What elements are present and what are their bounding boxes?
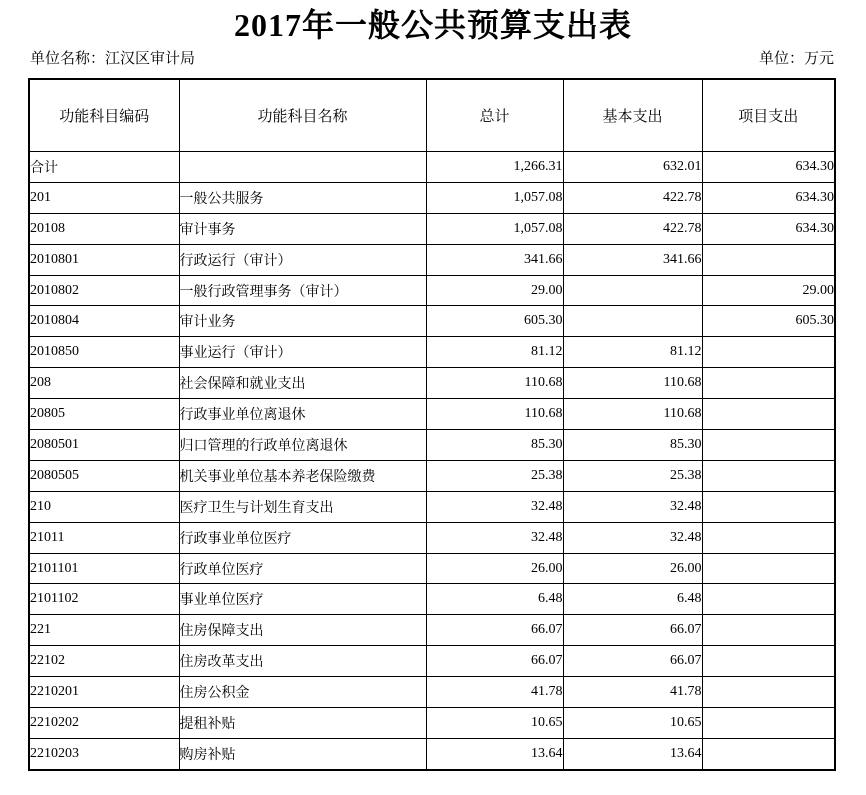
cell-project-expense: 634.30 [702, 182, 835, 213]
cell-function-name: 购房补贴 [179, 738, 426, 769]
unit-name-value: 江汉区审计局 [105, 51, 196, 67]
cell-function-name: 归口管理的行政单位离退休 [179, 430, 426, 461]
cell-basic-expense [563, 306, 702, 337]
cell-function-code: 合计 [29, 152, 179, 183]
cell-project-expense [702, 584, 835, 615]
page-title: 2017年一般公共预算支出表 [233, 7, 632, 43]
cell-basic-expense: 6.48 [563, 584, 702, 615]
cell-function-code: 20805 [29, 399, 179, 430]
cell-basic-expense: 25.38 [563, 460, 702, 491]
cell-function-code: 2080501 [29, 430, 179, 461]
cell-project-expense [702, 677, 835, 708]
budget-table [28, 78, 836, 771]
cell-function-code: 2080505 [29, 460, 179, 491]
cell-total: 10.65 [426, 708, 563, 739]
cell-total: 81.12 [426, 337, 563, 368]
cell-project-expense [702, 646, 835, 677]
cell-function-name: 行政单位医疗 [179, 553, 426, 584]
cell-total: 29.00 [426, 275, 563, 306]
table-row [29, 275, 835, 306]
cell-project-expense [702, 244, 835, 275]
cell-total: 1,057.08 [426, 213, 563, 244]
cell-function-code: 2210201 [29, 677, 179, 708]
cell-project-expense [702, 399, 835, 430]
cell-basic-expense: 66.07 [563, 646, 702, 677]
cell-function-code: 2010801 [29, 244, 179, 275]
cell-total: 66.07 [426, 646, 563, 677]
cell-project-expense: 634.30 [702, 213, 835, 244]
cell-function-name: 行政事业单位离退休 [179, 399, 426, 430]
cell-project-expense [702, 491, 835, 522]
table-row [29, 584, 835, 615]
cell-basic-expense: 110.68 [563, 368, 702, 399]
cell-project-expense [702, 337, 835, 368]
table-body [29, 152, 835, 770]
table-row [29, 615, 835, 646]
cell-total: 32.48 [426, 491, 563, 522]
cell-project-expense [702, 738, 835, 769]
cell-function-name: 审计事务 [179, 213, 426, 244]
cell-basic-expense: 85.30 [563, 430, 702, 461]
cell-basic-expense: 422.78 [563, 182, 702, 213]
cell-function-name: 住房公积金 [179, 677, 426, 708]
cell-total: 32.48 [426, 522, 563, 553]
cell-function-code: 2101102 [29, 584, 179, 615]
cell-basic-expense: 422.78 [563, 213, 702, 244]
header-basic-expense: 基本支出 [563, 79, 702, 152]
cell-basic-expense [563, 275, 702, 306]
cell-function-code: 210 [29, 491, 179, 522]
cell-function-name: 行政事业单位医疗 [179, 522, 426, 553]
header-total: 总计 [426, 79, 563, 152]
cell-function-code: 208 [29, 368, 179, 399]
table-row [29, 738, 835, 769]
cell-function-code: 2210203 [29, 738, 179, 769]
cell-total: 341.66 [426, 244, 563, 275]
cell-project-expense: 634.30 [702, 152, 835, 183]
cell-project-expense [702, 430, 835, 461]
cell-total: 66.07 [426, 615, 563, 646]
cell-function-name [179, 152, 426, 183]
table-row [29, 646, 835, 677]
header-function-code: 功能科目编码 [29, 79, 179, 152]
table-row [29, 399, 835, 430]
header-project-expense: 项目支出 [702, 79, 835, 152]
cell-function-name: 住房保障支出 [179, 615, 426, 646]
table-row [29, 522, 835, 553]
cell-function-name: 社会保障和就业支出 [179, 368, 426, 399]
cell-basic-expense: 26.00 [563, 553, 702, 584]
cell-function-code: 20108 [29, 213, 179, 244]
cell-project-expense [702, 615, 835, 646]
cell-function-name: 提租补贴 [179, 708, 426, 739]
cell-project-expense: 605.30 [702, 306, 835, 337]
cell-total: 110.68 [426, 399, 563, 430]
cell-function-code: 21011 [29, 522, 179, 553]
cell-basic-expense: 81.12 [563, 337, 702, 368]
cell-function-code: 221 [29, 615, 179, 646]
currency-unit [759, 49, 834, 69]
cell-total: 13.64 [426, 738, 563, 769]
table-row [29, 213, 835, 244]
cell-function-code: 201 [29, 182, 179, 213]
cell-total: 605.30 [426, 306, 563, 337]
cell-function-code: 2210202 [29, 708, 179, 739]
cell-project-expense [702, 460, 835, 491]
cell-function-name: 一般公共服务 [179, 182, 426, 213]
cell-function-name: 医疗卫生与计划生育支出 [179, 491, 426, 522]
cell-function-code: 2101101 [29, 553, 179, 584]
table-row [29, 152, 835, 183]
cell-function-name: 住房改革支出 [179, 646, 426, 677]
cell-function-code: 2010804 [29, 306, 179, 337]
table-row [29, 368, 835, 399]
cell-basic-expense: 632.01 [563, 152, 702, 183]
table-row [29, 460, 835, 491]
cell-total: 1,266.31 [426, 152, 563, 183]
cell-total: 110.68 [426, 368, 563, 399]
cell-total: 25.38 [426, 460, 563, 491]
table-row [29, 182, 835, 213]
cell-total: 26.00 [426, 553, 563, 584]
table-meta-row [30, 49, 834, 69]
cell-function-name: 一般行政管理事务（审计） [179, 275, 426, 306]
cell-total: 85.30 [426, 430, 563, 461]
cell-function-code: 2010802 [29, 275, 179, 306]
cell-function-name: 审计业务 [179, 306, 426, 337]
cell-total: 6.48 [426, 584, 563, 615]
cell-basic-expense: 32.48 [563, 522, 702, 553]
cell-basic-expense: 13.64 [563, 738, 702, 769]
cell-basic-expense: 341.66 [563, 244, 702, 275]
table-row [29, 430, 835, 461]
cell-project-expense [702, 708, 835, 739]
currency-value: 万元 [803, 51, 834, 67]
unit-name-label: 单位名称： [30, 51, 106, 67]
table-row [29, 244, 835, 275]
cell-basic-expense: 66.07 [563, 615, 702, 646]
cell-function-name: 事业运行（审计） [179, 337, 426, 368]
cell-total: 1,057.08 [426, 182, 563, 213]
currency-label: 单位： [758, 51, 804, 67]
table-row [29, 306, 835, 337]
table-row [29, 491, 835, 522]
cell-project-expense: 29.00 [702, 275, 835, 306]
cell-basic-expense: 10.65 [563, 708, 702, 739]
table-row [29, 708, 835, 739]
header-function-name: 功能科目名称 [179, 79, 426, 152]
unit-name [30, 49, 195, 69]
cell-total: 41.78 [426, 677, 563, 708]
cell-basic-expense: 110.68 [563, 399, 702, 430]
table-header [29, 79, 835, 152]
cell-project-expense [702, 553, 835, 584]
cell-basic-expense: 41.78 [563, 677, 702, 708]
cell-project-expense [702, 522, 835, 553]
table-row [29, 677, 835, 708]
header-row [29, 79, 835, 152]
cell-basic-expense: 32.48 [563, 491, 702, 522]
table-row [29, 553, 835, 584]
cell-project-expense [702, 368, 835, 399]
cell-function-code: 22102 [29, 646, 179, 677]
cell-function-name: 机关事业单位基本养老保险缴费 [179, 460, 426, 491]
cell-function-name: 事业单位医疗 [179, 584, 426, 615]
cell-function-name: 行政运行（审计） [179, 244, 426, 275]
table-row [29, 337, 835, 368]
cell-function-code: 2010850 [29, 337, 179, 368]
